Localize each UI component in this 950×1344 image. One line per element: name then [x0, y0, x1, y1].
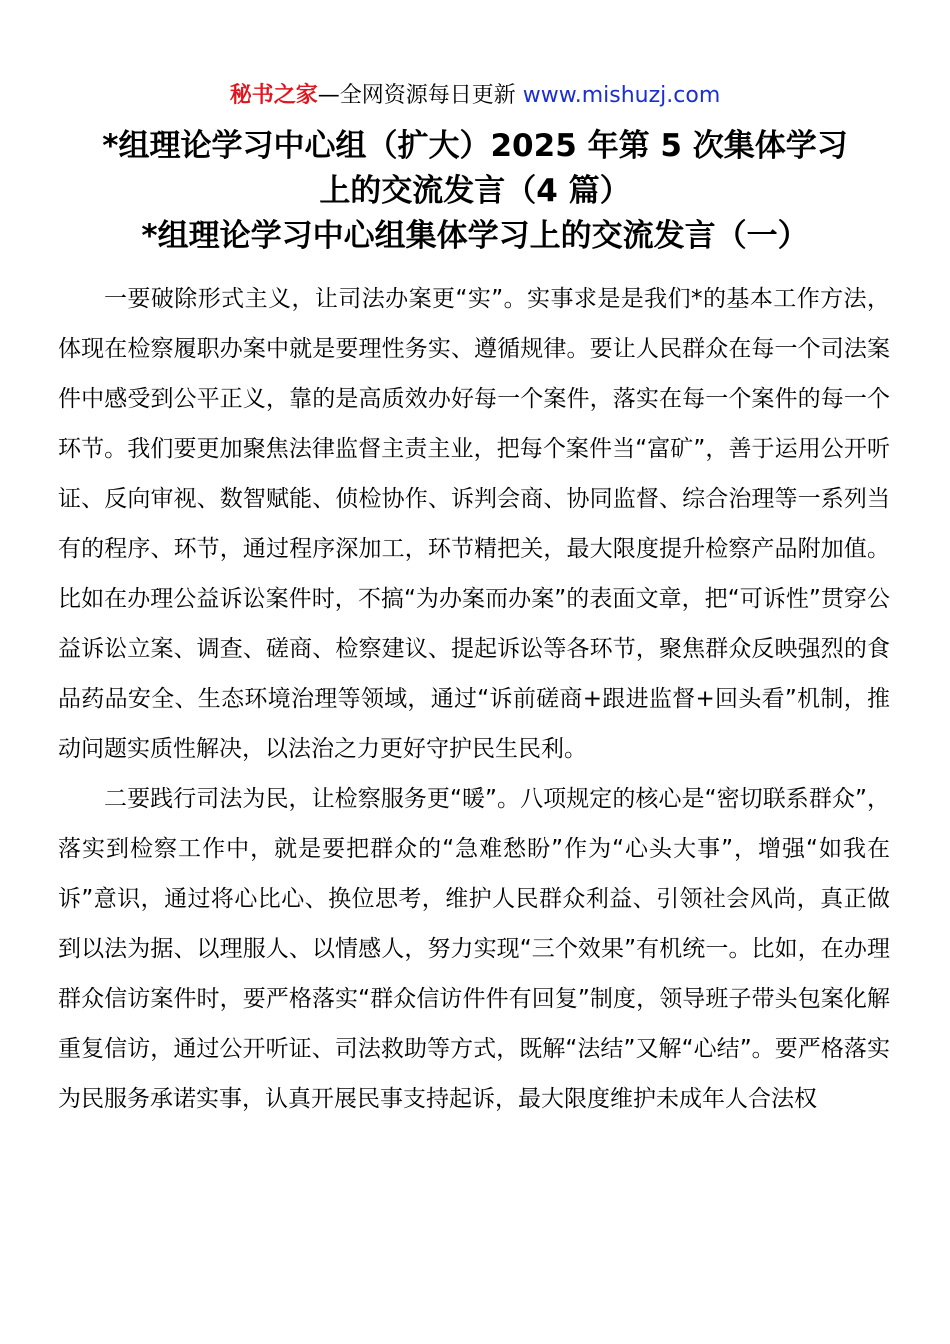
- article-body: [58, 274, 890, 1124]
- document-title-block: [40, 124, 910, 259]
- document-title-line-1: *组理论学习中心组（扩大）2025 年第 5 次集体学习: [102, 128, 848, 164]
- site-header: [0, 80, 950, 112]
- paragraph-2: 二要践行司法为民，让检察服务更“暖”。八项规定的核心是“密切联系群众”，落实到检察工作中，就是要把群众的“急难愁盼”作为“心头大事”，增强“如我在诉”意识，通过将心比心、换位思考，维护人民群众利益、引领社会风尚，真正做到以法为据、以理服人、以情感人，努力实现“三个效果”有机统一。比如，在办理群众信访案件时，要严格落实“群众信访件件有回复”制度，领导班子带头包案化解重复信访，通过公开听证、司法救助等方式，既解“法结”又解“心结”。要严格落实为民服务承诺实事，认真开展民事支持起诉，最大限度维护未成年人合法权: [58, 786, 890, 1112]
- header-tagline: —全网资源每日更新: [317, 83, 523, 108]
- paragraph-1: 一要破除形式主义，让司法办案更“实”。实事求是是我们*的基本工作方法，体现在检察履职办案中就是要理性务实、遵循规律。要让人民群众在每一个司法案件中感受到公平正义，靠的是高质效办好每一个案件，落实在每一个案件的每一个环节。我们要更加聚焦法律监督主责主业，把每个案件当“富矿”，善于运用公开听证、反向审视、数智赋能、侦检协作、诉判会商、协同监督、综合治理等一系列当有的程序、环节，通过程序深加工，环节精把关，最大限度提升检察产品附加值。比如在办理公益诉讼案件时，不搞“为办案而办案”的表面文章，把“可诉性”贯穿公益诉讼立案、调查、磋商、检察建议、提起诉讼等各环节，聚焦群众反映强烈的食品药品安全、生态环境治理等领域，通过“诉前磋商+跟进监督+回头看”机制，推动问题实质性解决，以法治之力更好守护民生民利。: [58, 286, 890, 762]
- document-subtitle: *组理论学习中心组集体学习上的交流发言（一）: [141, 218, 809, 254]
- document-title-line-2: 上的交流发言（4 篇）: [319, 173, 631, 209]
- brand-name: 秘书之家: [229, 83, 318, 108]
- site-url-link[interactable]: www.mishuzj.com: [522, 83, 721, 108]
